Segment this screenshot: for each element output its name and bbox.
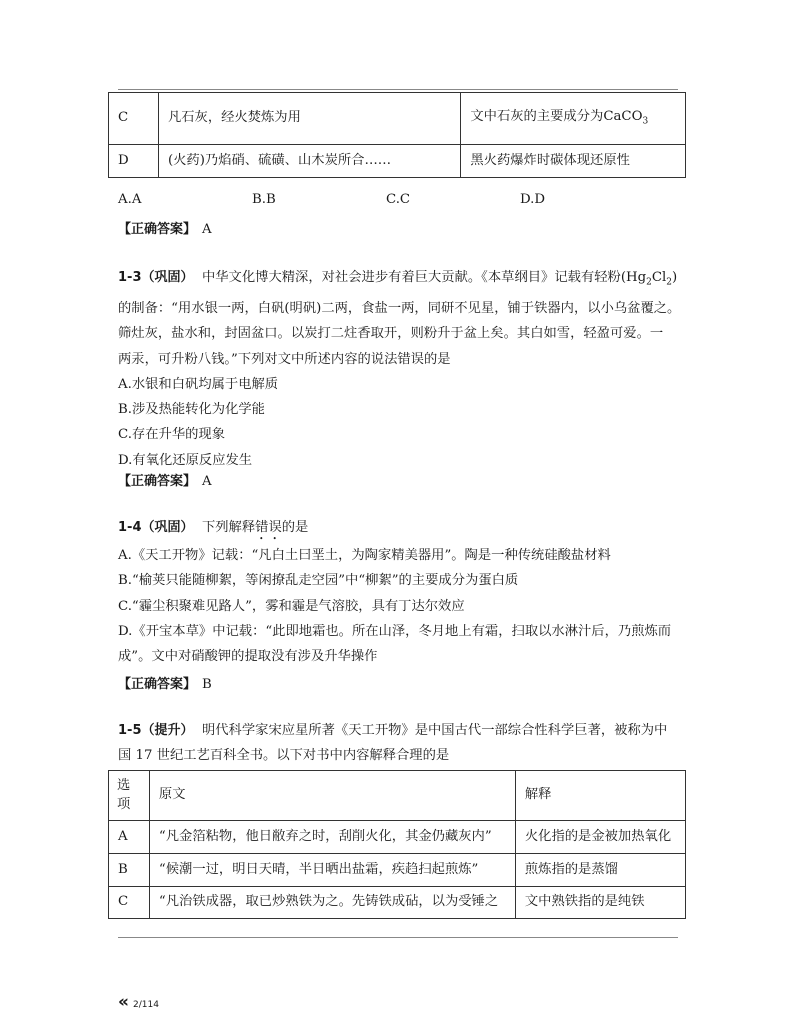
page-number: 2/114 (132, 1000, 159, 1010)
table-previous-question (108, 92, 686, 178)
source-text: 凡石灰，经火焚炼为用 (158, 93, 460, 145)
table-question-1-5 (108, 770, 686, 919)
option-id: C (109, 93, 159, 145)
table-row: A “凡金箔粘物，他日敝弃之时，刮削火化，其金仍藏灰内” 火化指的是金被加热氧化 (109, 821, 686, 854)
answer-label: 【正确答案】 (118, 474, 197, 489)
option-d: D.D (520, 192, 546, 207)
correct-answer (118, 218, 212, 237)
option: A.《天工开物》记载：“凡白土曰垩土，为陶家精美器用”。陶是一种传统硅酸盐材料 (118, 548, 611, 563)
option: A.水银和白矾均属于电解质 (118, 376, 279, 392)
source-text: (火药)乃焰硝、硫磺、山木炭所合…… (158, 145, 460, 178)
page-footer (118, 992, 159, 1012)
footer-mark: « (118, 992, 129, 1012)
option: D.有氧化还原反应发生 (118, 452, 253, 468)
answer-value: A (202, 474, 212, 489)
option-b: B.B (252, 192, 276, 207)
question-1-4: 1-4（巩固） 下列解释错误的是 A.《天工开物》记载：“凡白土曰垩土，为陶家精美器用”。陶是一种传统硅酸盐材料 B.“榆荚只能随柳絮，等闲撩乱走空园”中“柳絮”的主要成分为蛋白质 C.“霾尘积聚难见路人”，雾和霾是气溶胶，具有丁达尔效应 D.《开宝本草》中记载：“此即地霜也。所在山泽，冬月地上有霜，扫取以水淋汁后，乃煎炼而 成”。文中对硝酸钾的提取没有涉及升华操作 (118, 515, 680, 669)
correct-answer (118, 470, 212, 489)
question-number: 1-5（提升） (118, 723, 194, 738)
answer-value: A (202, 222, 212, 237)
column-header: 原文 (149, 771, 515, 821)
table-row: C “凡治铁成器，取已炒熟铁为之。先铸铁成砧，以为受锤之 文中熟铁指的是纯铁 (109, 887, 686, 919)
question-number: 1-4（巩固） (118, 520, 194, 535)
question-1-5: 1-5（提升） 明代科学家宋应星所著《天工开物》是中国古代一部综合性科学巨著，被称为中 国 17 世纪工艺百科全书。以下对书中内容解释合理的是 (118, 723, 668, 764)
answer-value: B (202, 677, 212, 692)
column-header: 解释 (515, 771, 685, 821)
emphasized-word: 错误 (255, 520, 282, 535)
option-continued: 成”。文中对硝酸钾的提取没有涉及升华操作 (118, 649, 378, 665)
answer-label: 【正确答案】 (118, 677, 197, 692)
question-number: 1-3（巩固） (118, 270, 194, 285)
option: C.“霾尘积聚难见路人”，雾和霾是气溶胶，具有丁达尔效应 (118, 598, 465, 614)
explanation: 文中石灰的主要成分为CaCO$_3$ (461, 93, 686, 145)
option: C.存在升华的现象 (118, 427, 226, 443)
table-row (109, 93, 686, 145)
explanation: 黑火药爆炸时碳体现还原性 (461, 145, 686, 178)
question-1-3: 1-3（巩固） 中华文化博大精深，对社会进步有着巨大贡献。《本草纲目》记载有轻粉$(Hg_2Cl_2)$ 的制备：“用水银一两，白矾(明矾)二两，食盐一两，同研不见星，铺于铁器内，以小乌盆覆之。 筛灶灰，盐水和，封固盆口。以炭打二炷香取开，则粉升于盆上矣。其白如雪，轻盈可爱。一 两汞，可升粉八钱。”下列对文中所述内容的说法错误的是 A.水银和白矾均属于电解质 B.涉及热能转化为化学能 C.存在升华的现象 D.有氧化还原反应发生 (118, 265, 680, 473)
option-a: A.A (118, 192, 142, 207)
table-header-row (109, 771, 686, 821)
option: B.涉及热能转化为化学能 (118, 402, 265, 418)
option-c: C.C (386, 192, 411, 207)
option-id: D (109, 145, 159, 178)
option: B.“榆荚只能随柳絮，等闲撩乱走空园”中“柳絮”的主要成分为蛋白质 (118, 573, 519, 589)
table-row (109, 145, 686, 178)
answer-label: 【正确答案】 (118, 222, 197, 237)
option: D.《开宝本草》中记载：“此即地霜也。所在山泽，冬月地上有霜，扫取以水淋汁后，乃煎炼而 (118, 623, 672, 639)
column-header: 选 项 (109, 771, 150, 821)
header-rule (118, 89, 678, 90)
footer-rule (118, 937, 678, 938)
table-row: B “候潮一过，明日天晴，半日晒出盐霜，疾趋扫起煎炼” 煎炼指的是蒸馏 (109, 854, 686, 887)
correct-answer (118, 673, 212, 692)
answer-options (118, 192, 678, 210)
